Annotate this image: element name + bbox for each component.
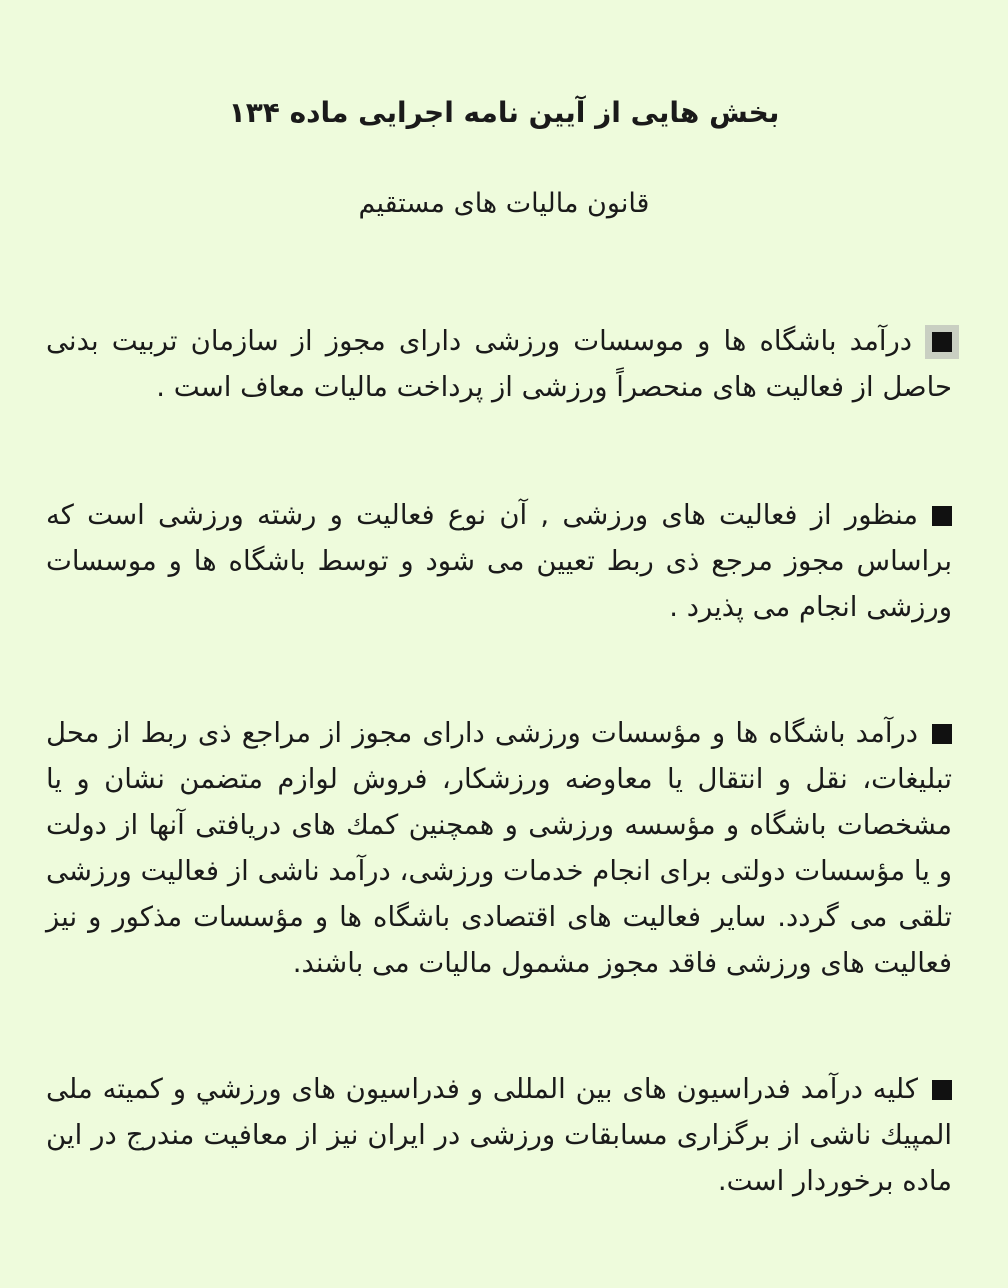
black-square-icon: [932, 724, 952, 744]
paragraph-4-text: کلیه درآمد فدراسیون های بین المللی و فدراسیون های ورزشي و کمیته ملی المپیك ناشی از برگزاری مسابقات ورزشی در ایران نیز از معافیت مندرج در این ماده برخوردار است.: [46, 1073, 952, 1197]
paragraph-3-text: درآمد باشگاه ها و مؤسسات ورزشی دارای مجوز از مراجع ذی ربط از محل تبلیغات، نقل و انتقال یا معاوضه ورزشکار، فروش لوازم متضمن نشان و یا مشخصات باشگاه و مؤسسه ورزشی و همچنین کمك های دریافتی آنها از دولت و یا مؤسسات دولتی برای انجام خدمات ورزشی، درآمد ناشی از فعالیت ورزشی تلقی می گردد. سایر فعالیت های اقتصادی باشگاه ها و مؤسسات مذکور و نیز فعالیت های ورزشی فاقد مجوز مشمول مالیات می باشند.: [46, 717, 952, 979]
black-square-icon: [932, 506, 952, 526]
paragraph-2: [46, 492, 952, 630]
paragraph-4: [46, 1066, 952, 1204]
paragraph-2-text: منظور از فعالیت های ورزشی , آن نوع فعالیت و رشته ورزشی است که براساس مجوز مرجع ذی ربط تعیین می شود و توسط باشگاه ها و موسسات ورزشی انجام می پذیرد .: [46, 499, 952, 623]
paragraph-list: [46, 318, 952, 1288]
document-title: بخش هایی از آیین نامه اجرایی ماده ۱۳۴: [228, 96, 780, 129]
black-square-icon: [932, 1080, 952, 1100]
document-subtitle: قانون مالیات های مستقیم: [358, 188, 650, 219]
black-square-icon: [932, 332, 952, 352]
paragraph-1-text: درآمد باشگاه ها و موسسات ورزشی دارای مجوز از سازمان تربیت بدنی حاصل از فعالیت های منحصراً ورزشی از پرداخت مالیات معاف است .: [46, 325, 952, 403]
paragraph-3: [46, 710, 952, 986]
paragraph-1: [46, 318, 952, 410]
